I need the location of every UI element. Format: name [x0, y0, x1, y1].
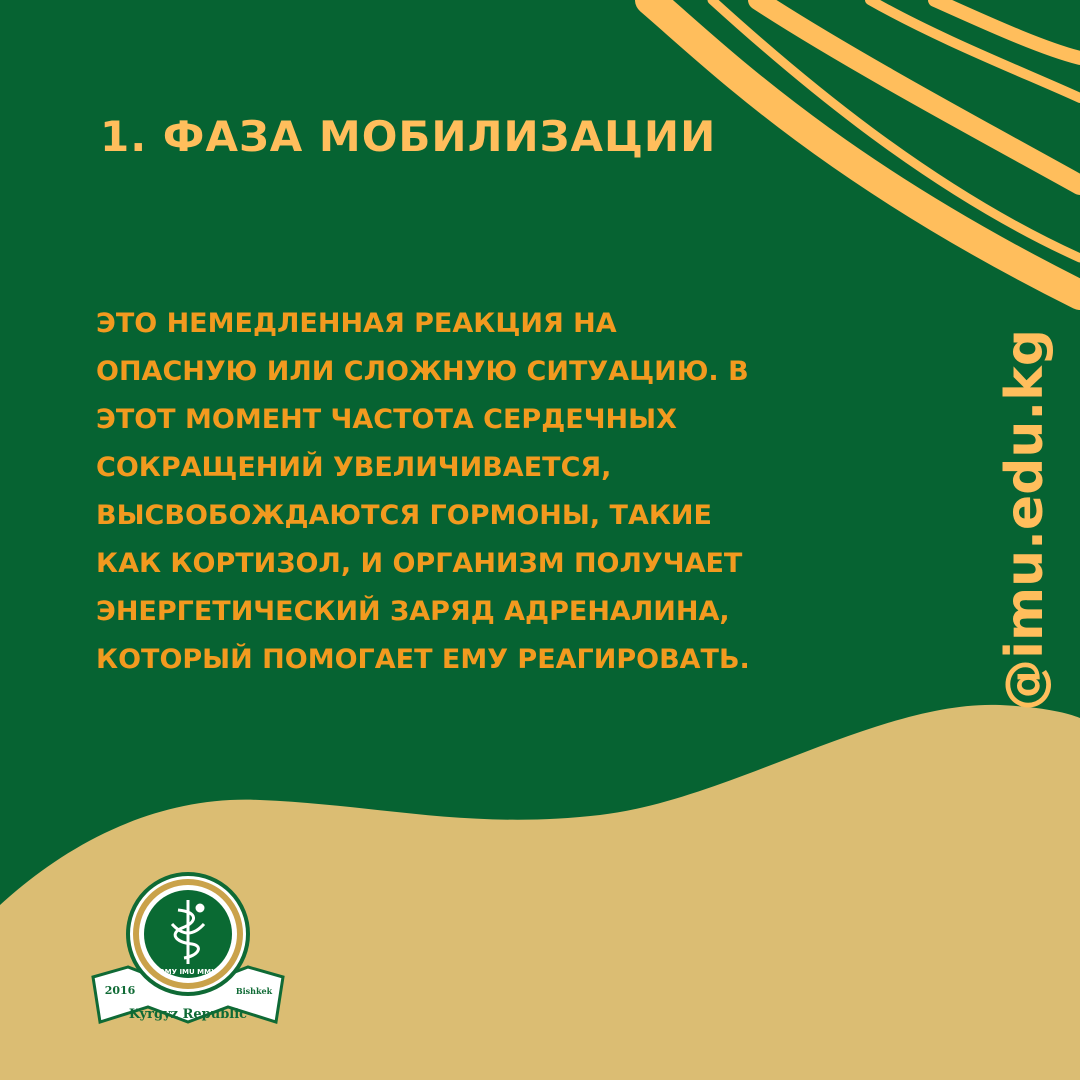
- body-line: ЭТОТ МОМЕНТ ЧАСТОТА СЕРДЕЧНЫХ: [96, 404, 677, 435]
- body-line: ЭТО НЕМЕДЛЕННАЯ РЕАКЦИЯ НА: [96, 308, 617, 339]
- logo-inner-text: ЭМУ IMU ММУ: [159, 968, 217, 976]
- body-line: КАК КОРТИЗОЛ, И ОРГАНИЗМ ПОЛУЧАЕТ: [96, 548, 743, 579]
- brush-stroke-5: [935, 0, 1080, 58]
- logo-country: Kyrgyz Republic: [128, 1007, 248, 1022]
- body-line: СОКРАЩЕНИЙ УВЕЛИЧИВАЕТСЯ,: [96, 452, 612, 483]
- logo-city: Bishkek: [235, 986, 273, 996]
- body-line: ОПАСНУЮ ИЛИ СЛОЖНУЮ СИТУАЦИЮ. В: [96, 356, 749, 387]
- body-text: [96, 300, 856, 684]
- body-line: КОТОРЫЙ ПОМОГАЕТ ЕМУ РЕАГИРОВАТЬ.: [96, 644, 750, 675]
- body-line: ВЫСВОБОЖДАЮТСЯ ГОРМОНЫ, ТАКИЕ: [96, 500, 712, 531]
- logo-year: 2016: [104, 984, 136, 997]
- university-logo: [88, 872, 288, 1052]
- page-title: 1. ФАЗА МОБИЛИЗАЦИИ: [100, 112, 717, 161]
- social-handle: @imu.edu.kg: [995, 329, 1055, 711]
- body-line: ЭНЕРГЕТИЧЕСКИЙ ЗАРЯД АДРЕНАЛИНА,: [96, 596, 730, 627]
